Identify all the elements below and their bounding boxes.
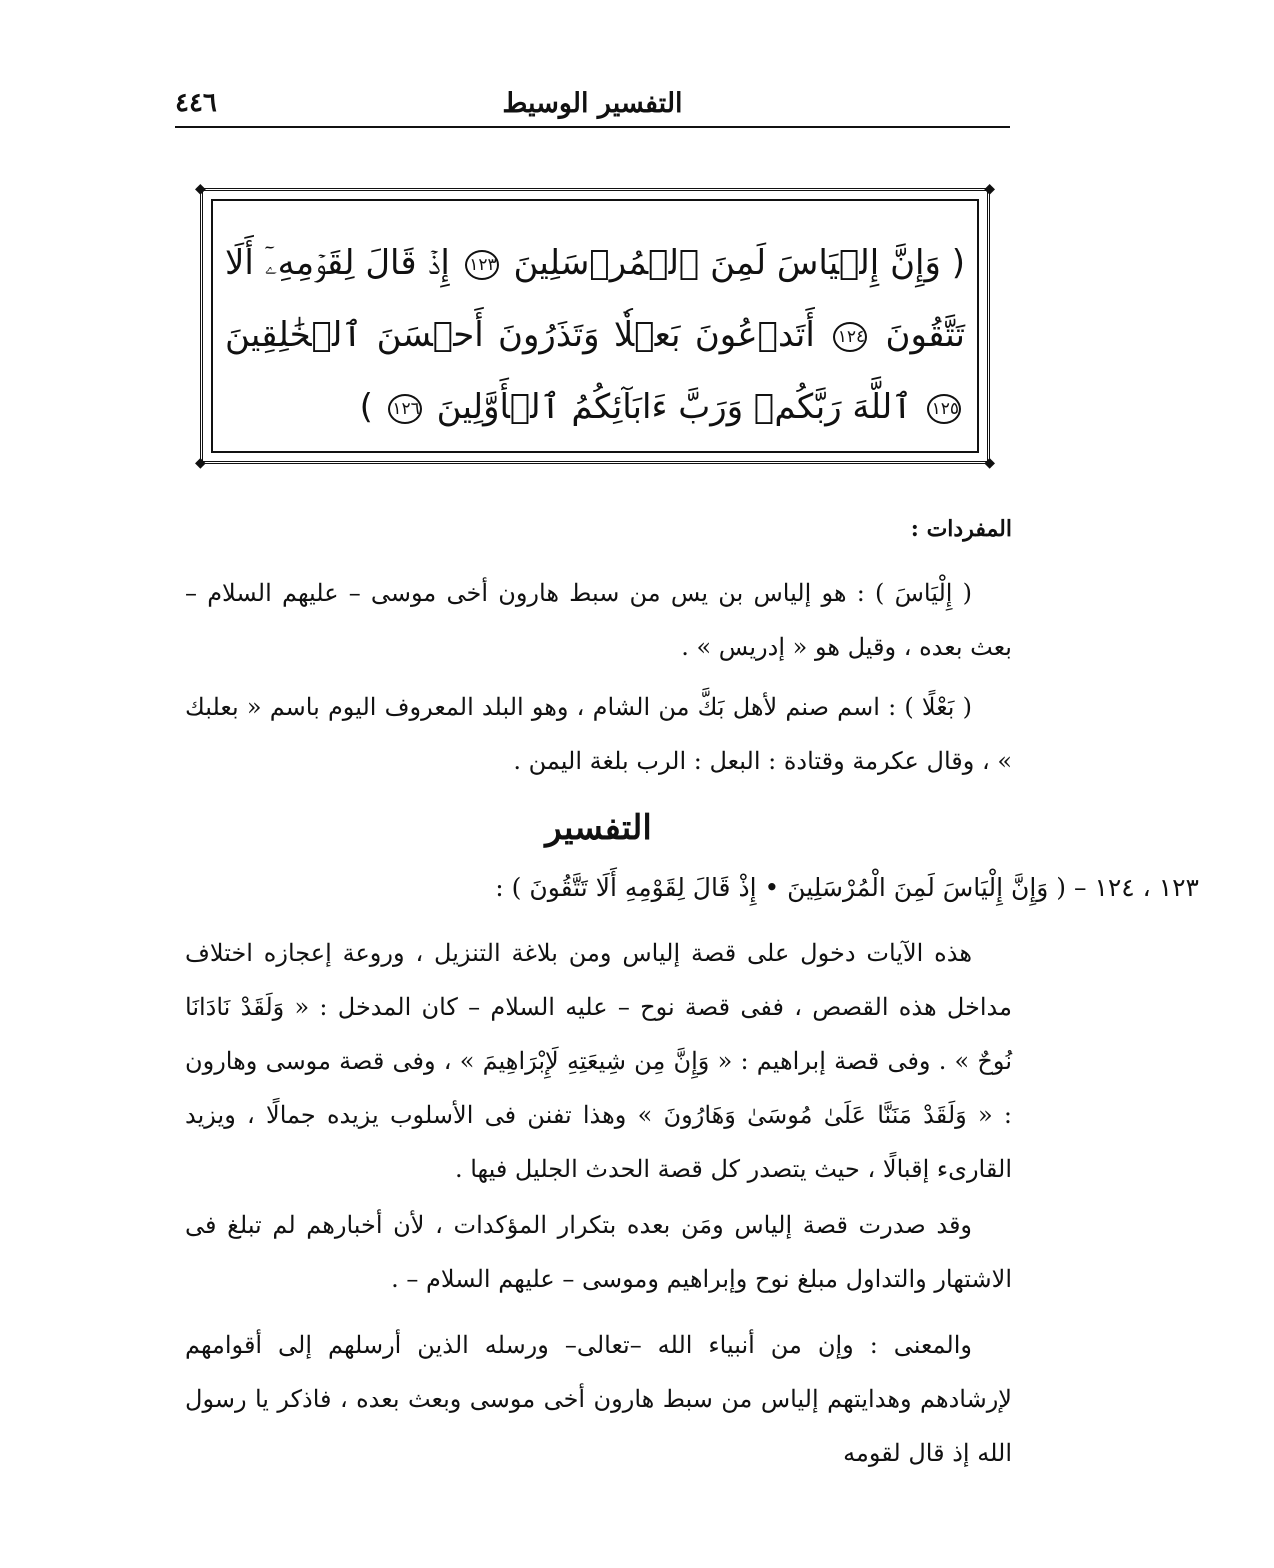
vocab-heading: المفردات : xyxy=(910,516,1012,542)
corner-ornament-icon: ◆ xyxy=(984,455,995,471)
tafsir-paragraph-3 xyxy=(185,1318,1012,1480)
verse-text: إِذۡ قَالَ لِقَوۡمِهِۦٓ xyxy=(264,243,450,283)
paragraph-text: وقد صدرت قصة إلياس ومَن بعده بتكرار المؤكدات ، لأن أخبارهم لم تبلغ فى الاشتهار والتداول مبلغ نوح وإبراهيم وموسى – عليهم السلام – . xyxy=(185,1211,1012,1293)
ayah-number: ١٢٣ xyxy=(465,250,499,280)
corner-ornament-icon: ◆ xyxy=(195,181,206,197)
verse-reference: ١٢٣ ، ١٢٤ – ( وَإِنَّ إِلْيَاسَ لَمِنَ الْمُرْسَلِينَ • إِذْ قَالَ لِقَوْمِهِ أَلَا تَتَّقُونَ ) : xyxy=(495,873,1199,902)
tafsir-paragraph-2 xyxy=(185,1198,1012,1306)
quran-verses xyxy=(225,227,965,443)
running-title: التفسير الوسيط xyxy=(502,88,683,119)
paragraph-text: والمعنى : وإن من أنبياء الله –تعالى– ورسله الذين أرسلهم إلى أقوامهم لإرشادهم وهدايتهم إلياس من سبط هارون أخى موسى وبعث بعده ، فاذكر يا رسول الله إذ قال لقومه xyxy=(185,1331,1012,1467)
paragraph-text: هذه الآيات دخول على قصة إلياس ومن بلاغة التنزيل ، وروعة إعجازه اختلاف مداخل هذه القصص ، ففى قصة نوح – عليه السلام – كان المدخل : « وَلَقَدْ نَادَانَا نُوحٌ » . وفى قصة إبراهيم : « وَإِنَّ مِن شِيعَتِهِ لَإِبْرَاهِيمَ » ، وفى قصة موسى وهارون : « وَلَقَدْ مَنَنَّا عَلَىٰ مُوسَىٰ وَهَارُونَ » وهذا تفنن فى الأسلوب يزيده جمالًا ، ويزيد القارىء إقبالًا ، حيث يتصدر كل قصة الحدث الجليل فيها . xyxy=(185,939,1013,1183)
verse-text: ) xyxy=(359,387,373,427)
vocab-item-text: ( بَعْلًا ) : اسم صنم لأهل بَكَّ من الشام ، وهو البلد المعروف اليوم باسم « بعلبك » ، وقال عكرمة وقتادة : البعل : الرب بلغة اليمن . xyxy=(185,693,1012,775)
tafsir-paragraph-1 xyxy=(185,926,1012,1196)
vocab-item-text: ( إِلْيَاسَ ) : هو إلياس بن يس من سبط هارون أخى موسى – عليهم السلام – بعث بعده ، وقيل هو « إدريس » . xyxy=(185,579,1012,661)
page-number: ٤٤٦ xyxy=(175,88,217,118)
corner-ornament-icon: ◆ xyxy=(984,181,995,197)
ayah-number: ١٢٥ xyxy=(927,394,961,424)
verse-text: ( وَإِنَّ إِلۡيَاسَ لَمِنَ ٱلۡمُرۡسَلِينَ xyxy=(513,243,966,283)
section-title: التفسير xyxy=(545,808,652,848)
verse-text: رَبَّكُمۡ وَرَبَّ ءَابَآئِكُمُ ٱلۡأَوَّلِينَ xyxy=(436,387,842,427)
corner-ornament-icon: ◆ xyxy=(195,455,206,471)
verse-text: أَتَدۡعُونَ بَعۡلٗا وَتَذَرُونَ أَحۡسَنَ ٱلۡخَٰلِقِينَ xyxy=(225,315,815,355)
ayah-number: ١٢٤ xyxy=(833,322,867,352)
verse-text: أَلَا تَتَّقُونَ xyxy=(225,243,965,355)
verse-text: ٱللَّهَ xyxy=(852,387,913,427)
verse-frame xyxy=(195,181,995,471)
ayah-number: ١٢٦ xyxy=(388,394,422,424)
vocab-item-baal xyxy=(185,680,1012,788)
page-header xyxy=(175,86,1010,128)
vocab-item-ilyas xyxy=(185,566,1012,674)
